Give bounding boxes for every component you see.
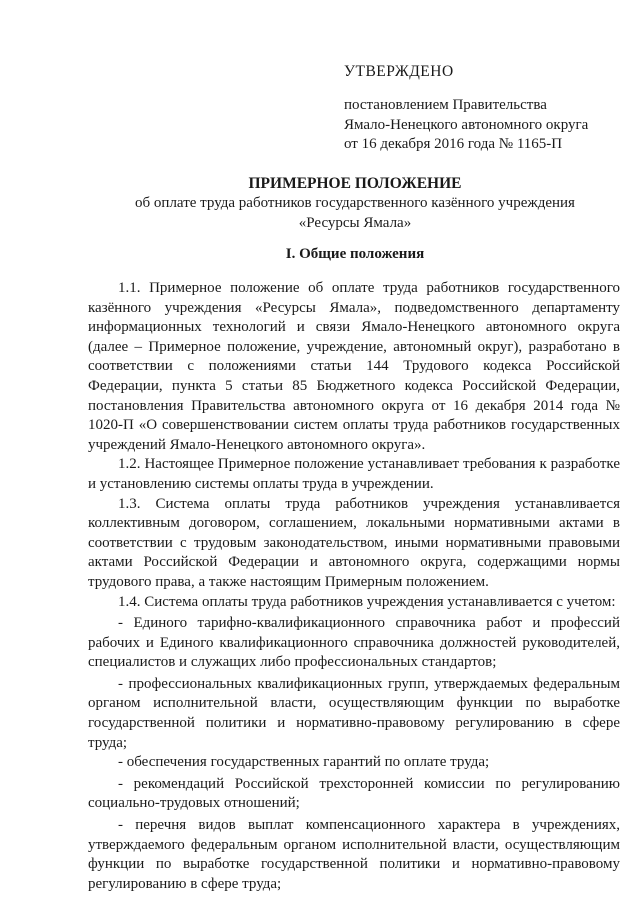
approval-line-2: Ямало-Ненецкого автономного округа [344, 116, 589, 133]
list-item: - Единого тарифно-квалификационного справочника работ и профессий рабочих и Единого квалификационного справочника должностей руководителей, специалистов и служащих либо профессиональных стандартов; [88, 615, 620, 671]
title-main: ПРИМЕРНОЕ ПОЛОЖЕНИЕ [248, 175, 462, 192]
list-item: - обеспечения государственных гарантий по оплате труда; [118, 754, 490, 771]
approval-line-3: от 16 декабря 2016 года № 1165-П [344, 136, 563, 152]
paragraph-1-2: 1.2. Настоящее Примерное положение устанавливает требования к разработке и установлению системы оплаты труда в учреждении. [88, 456, 620, 492]
paragraph-1-1: 1.1. Примерное положение об оплате труда работников государственного казённого учреждения «Ресурсы Ямала», подведомственного департаменту информационных технологий и связи Ямало-Ненецкого автономного округа (далее – Примерное положение, учреждение, автономный округ), разработано в соответствии с положениями статьи 144 Трудового кодекса Российской Федерации, пункта 5 статьи 85 Бюджетного кодекса Российской Федерации, постановления Правительства автономного округа от 16 декабря 2014 года № 1020-П «О совершенствовании систем оплаты труда работников государственных учреждений Ямало-Ненецкого автономного округа». [88, 280, 620, 453]
document-title [90, 174, 620, 233]
list-item: - профессиональных квалификационных групп, утверждаемых федеральным органом исполнительной власти, осуществляющим функции по выработке государственной политики и нормативно-правовому регулированию в сфере труда; [88, 675, 620, 751]
list-item: - рекомендаций Российской трехсторонней комиссии по регулированию социально-трудовых отношений; [88, 775, 620, 812]
approval-heading: УТВЕРЖДЕНО [344, 63, 454, 80]
title-sub-2: «Ресурсы Ямала» [298, 214, 412, 231]
document-body [88, 279, 620, 894]
approval-stamp [344, 62, 614, 155]
section-heading: I. Общие положения [285, 246, 425, 262]
paragraph-1-3: 1.3. Система оплаты труда работников учреждения устанавливается коллективным договором, соглашением, локальными нормативными актами в соответствии с трудовым законодательством, иными нормативными правовыми актами Российской Федерации и автономного округа, содержащими нормы трудового права, а также настоящим Примерным положением. [88, 495, 620, 590]
paragraph-1-4: 1.4. Система оплаты труда работников учреждения устанавливается с учетом: [118, 593, 616, 610]
list-item: - перечня видов выплат компенсационного характера в учреждениях, утверждаемого федеральным органом исполнительной власти, осуществляющим функции по выработке государственной политики и нормативно-правовому регулированию в сфере труда; [88, 817, 620, 892]
approval-line-1: постановлением Правительства [344, 97, 547, 113]
title-sub-1: об оплате труда работников государственного казённого учреждения [135, 195, 575, 211]
